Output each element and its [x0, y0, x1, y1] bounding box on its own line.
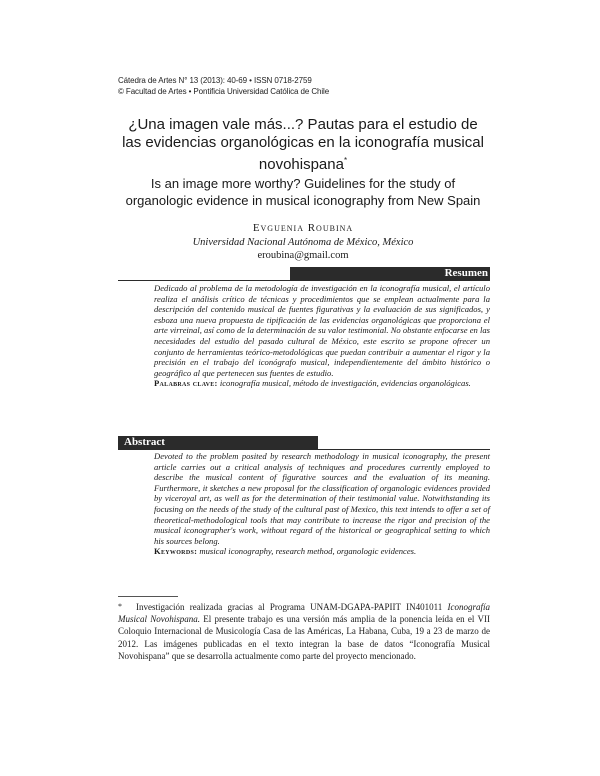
abstract-heading: Abstract [118, 436, 318, 449]
resumen-section [154, 283, 490, 389]
article-title-english: Is an image more worthy? Guidelines for the study of organologic evidence in musical iconography from New Spain [125, 176, 481, 208]
footnote [118, 601, 490, 662]
abstract-section [154, 451, 490, 557]
footnote-project: Iconografía Musical Novohispana. [118, 602, 490, 625]
journal-copyright: © Facultad de Artes • Pontificia Universidad Católica de Chile [118, 86, 330, 96]
footnote-rest: El presente trabajo es una versión más amplia de la ponencia leída en el VII Coloquio Internacional de Musicología Casa de las Américas, La Habana, Cuba, 19 a 23 de marzo de 2012. Las imágenes publicadas en el texto integran la base de datos “Iconografía Musical Novohispana” que se desarrolla actualmente como parte del proyecto mencionado. [118, 614, 491, 661]
journal-citation: Cátedra de Artes N° 13 (2013): 40-69 • ISSN 0718-2759 [118, 76, 312, 85]
title-footnote-mark[interactable]: * [343, 156, 348, 165]
resumen-keywords-label: Palabras clave: [154, 378, 218, 389]
author-name: Evguenia Roubina [252, 222, 354, 234]
author-affiliation: Universidad Nacional Autónoma de México, México [192, 236, 414, 248]
footnote-rule [118, 596, 178, 597]
resumen-keywords: iconografía musical, método de investigación, evidencias organológicas. [219, 378, 471, 389]
resumen-text: Dedicado al problema de la metodología de investigación en la iconografía musical, el artículo realiza el análisis crítico de técnicas y procedimientos que se emplean actualmente para la descripción del contenido musical de fuentes figurativas y la evaluación de sus significados, y esboza una nueva propuesta de tipificación de las evidencias organológicas que proporciona el arte virreinal, así como de la determinación de su valor testimonial. No obstante enfocarse en las necesidades del estudio del pasado cultural de México, este escrito se propone ofrecer un conjunto de herramientas teórico-metodológicas que puedan contribuir a aumentar el rigor y la precisión en el trabajo del iconógrafo musical, independientemente del ámbito histórico o geográfico al que pertenecen sus fuentes de estudio. [154, 283, 490, 378]
abstract-keywords: musical iconography, research method, organologic evidences. [199, 546, 417, 557]
footnote-lead: Investigación realizada gracias al Programa UNAM-DGAPA-PAPIIT IN401011 [136, 602, 443, 612]
abstract-keywords-label: Keywords: [154, 546, 198, 557]
title-spanish-text: ¿Una imagen vale más...? Pautas para el estudio de las evidencias organológicas en la iconografía musical novohispana [122, 116, 484, 173]
abstract-text: Devoted to the problem posited by research methodology in musical iconography, the present article carries out a critical analysis of techniques and procedures currently employed to describe the musical content of figurative sources and the evaluation of its meaning. Furthermore, it sketches a new proposal for the classification of organologic evidences provided by viceroyal art, as well as for the determination of their testimonial value. Notwithstanding its focusing on the needs of the study of the cultural past of Mexico, this text intends to offer a set of theoretical-methodological tools that may contribute to increase the rigor and precision of the musical iconographer's work, without regard of the historical or geographical setting to which his sources belong. [154, 451, 490, 546]
author-email[interactable]: eroubina@gmail.com [257, 250, 349, 261]
footnote-symbol: * [118, 602, 122, 611]
author-block [118, 222, 488, 263]
resumen-rule [118, 280, 490, 281]
resumen-heading: Resumen [290, 267, 490, 280]
article-title-spanish [118, 116, 488, 174]
abstract-rule [118, 449, 490, 450]
journal-header [118, 76, 498, 97]
